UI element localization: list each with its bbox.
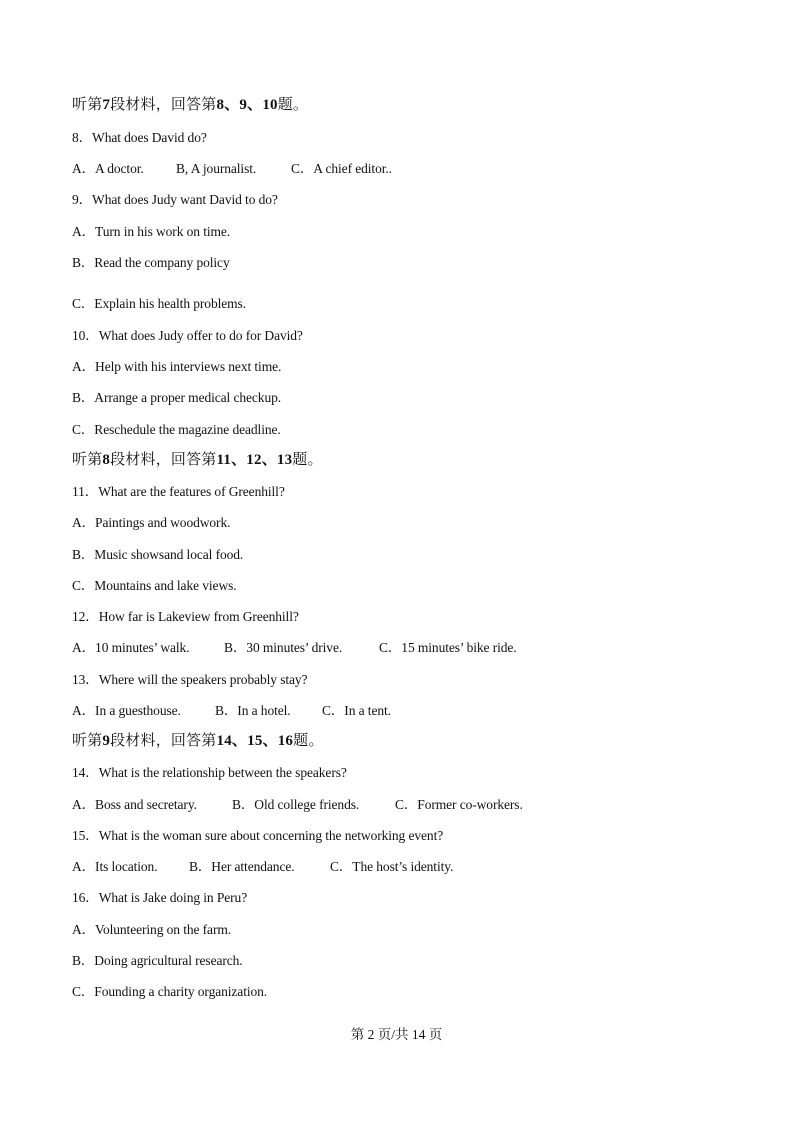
option-a: A．Paintings and woodwork. xyxy=(72,515,231,530)
heading-text: 听第 xyxy=(72,452,103,468)
heading-text: 听第 xyxy=(72,97,103,113)
heading-text: 段材料，回答第 xyxy=(110,733,217,749)
options-row xyxy=(72,160,392,178)
section-heading xyxy=(72,96,308,114)
question-text: 11．What are the features of Greenhill? xyxy=(72,484,285,499)
option-a: A．10 minutes’ walk. xyxy=(72,640,190,655)
option-b: B．In a hotel. xyxy=(215,703,291,718)
question-text: 9．What does Judy want David to do? xyxy=(72,192,278,207)
question-text: 10．What does Judy offer to do for David? xyxy=(72,328,303,343)
options-row xyxy=(72,858,453,876)
heading-section-number: 9 xyxy=(102,733,111,749)
heading-text: 题。 xyxy=(292,452,323,468)
option-a: A．A doctor. xyxy=(72,161,144,176)
heading-text: 题。 xyxy=(293,733,324,749)
option-a: A．Help with his interviews next time. xyxy=(72,359,282,374)
option-c: C．Reschedule the magazine deadline. xyxy=(72,422,281,437)
option-c: C．The host’s identity. xyxy=(330,859,454,874)
options-row xyxy=(72,796,523,814)
question-text: 16．What is Jake doing in Peru? xyxy=(72,890,248,905)
section-heading xyxy=(72,732,324,750)
option-a: A．Boss and secretary. xyxy=(72,797,197,812)
option-b: B．30 minutes’ drive. xyxy=(224,640,343,655)
question-text: 12．How far is Lakeview from Greenhill? xyxy=(72,609,299,624)
option-c: C．Former co-workers. xyxy=(395,797,523,812)
heading-question-numbers: 14、15、16 xyxy=(216,733,294,749)
heading-text: 题。 xyxy=(277,97,309,113)
options-row xyxy=(72,702,391,720)
option-c: C．Founding a charity organization. xyxy=(72,984,268,999)
section-heading xyxy=(72,451,323,469)
option-c: C．Mountains and lake views. xyxy=(72,578,237,593)
option-b: B．Doing agricultural research. xyxy=(72,953,243,968)
heading-text: 段材料，回答第 xyxy=(110,452,217,468)
page-number-footer: 第 2 页/共 14 页 xyxy=(350,1027,443,1042)
option-b: B, A journalist. xyxy=(176,161,257,176)
heading-section-number: 8 xyxy=(102,452,111,468)
option-c: C．A chief editor.. xyxy=(291,161,392,176)
option-b: B．Arrange a proper medical checkup. xyxy=(72,390,282,405)
heading-question-numbers: 11、12、13 xyxy=(216,452,293,468)
option-b: B．Her attendance. xyxy=(189,859,295,874)
heading-text: 段材料，回答第 xyxy=(110,97,217,113)
options-row xyxy=(72,639,517,657)
heading-text: 听第 xyxy=(72,733,103,749)
option-c: C．15 minutes’ bike ride. xyxy=(379,640,517,655)
option-b: B．Music showsand local food. xyxy=(72,547,244,562)
question-text: 15．What is the woman sure about concerning the networking event? xyxy=(72,828,444,843)
question-text: 8．What does David do? xyxy=(72,130,207,145)
option-b: B．Old college friends. xyxy=(232,797,360,812)
option-c: C．In a tent. xyxy=(322,703,391,718)
option-b: B．Read the company policy xyxy=(72,255,230,270)
option-a: A．Its location. xyxy=(72,859,158,874)
question-text: 13．Where will the speakers probably stay? xyxy=(72,672,308,687)
option-c: C．Explain his health problems. xyxy=(72,296,246,311)
option-a: A．In a guesthouse. xyxy=(72,703,181,718)
heading-section-number: 7 xyxy=(102,97,111,113)
heading-question-numbers: 8、9、10 xyxy=(216,97,278,113)
question-text: 14．What is the relationship between the speakers? xyxy=(72,765,347,780)
option-a: A．Turn in his work on time. xyxy=(72,224,231,239)
option-a: A．Volunteering on the farm. xyxy=(72,922,232,937)
